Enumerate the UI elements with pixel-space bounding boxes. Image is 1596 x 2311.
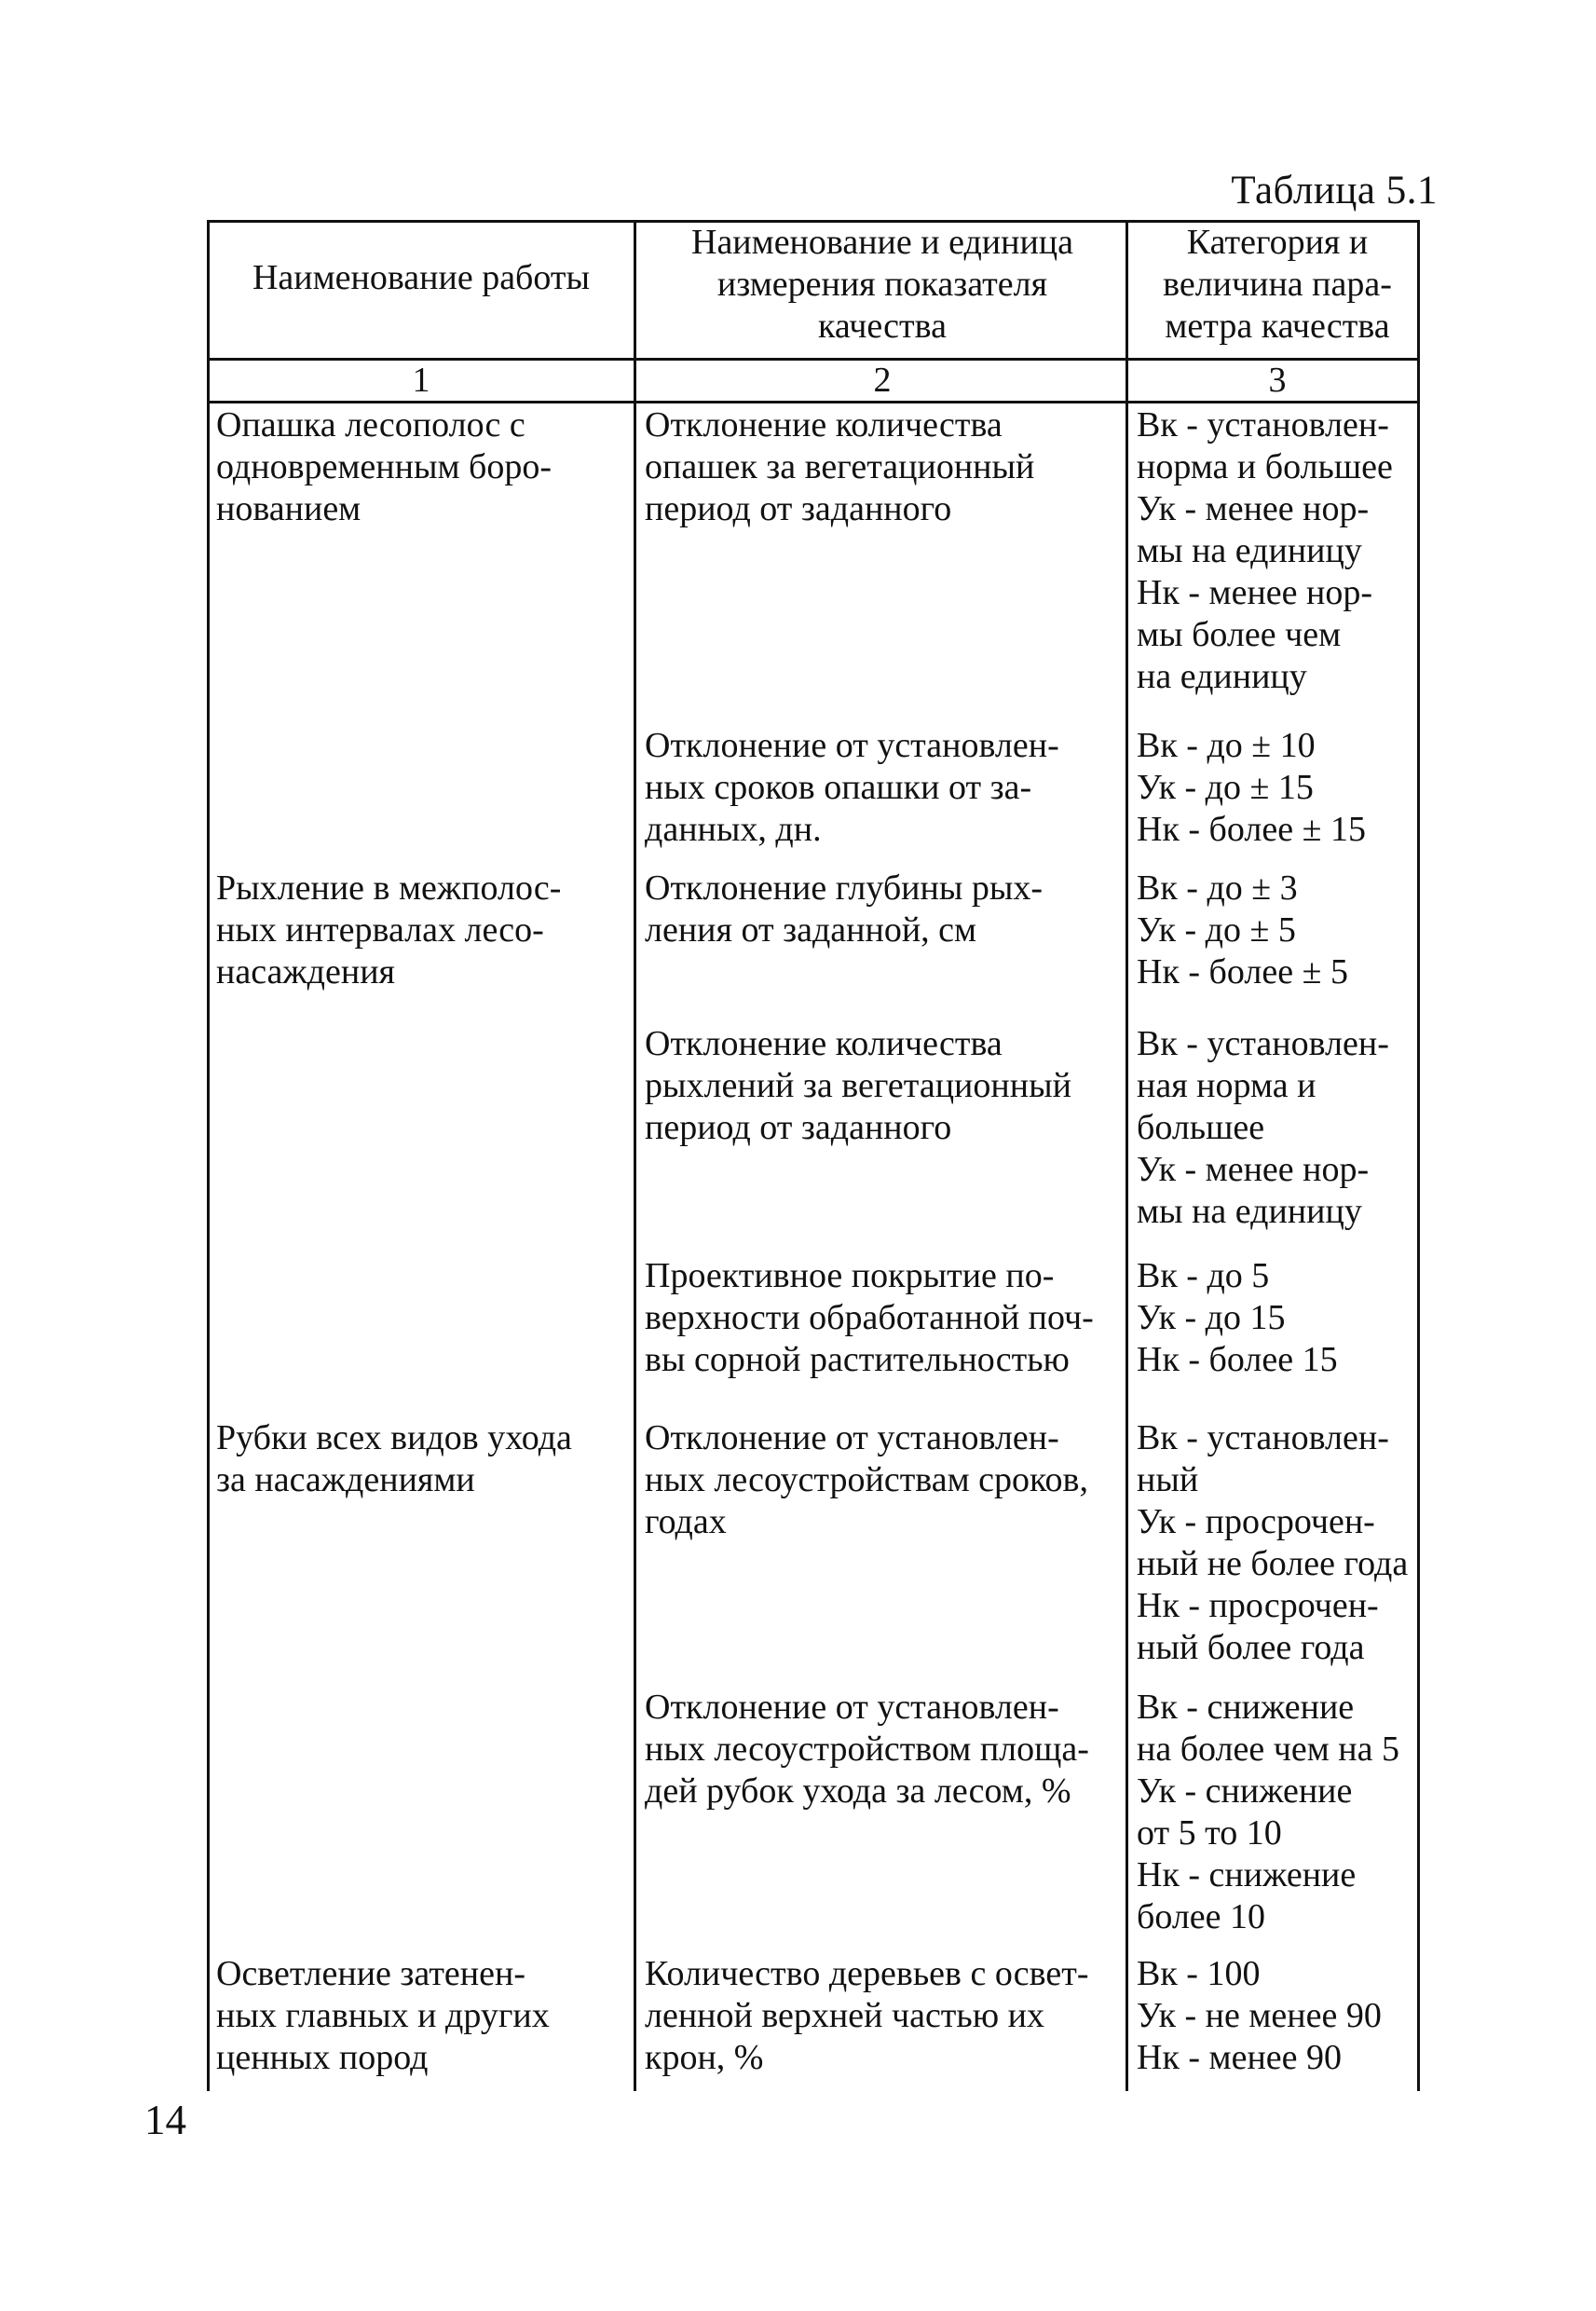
row-8-indicator: Количество деревьев с освет- ленной верхней частью их крон, % xyxy=(645,1954,1089,2077)
header-work-name: Наименование работы xyxy=(252,258,591,297)
column-number-2: 2 xyxy=(873,361,892,400)
row-3-indicator: Отклонение глубины рых- ления от заданной, см xyxy=(645,868,1044,950)
header-category: Категория и величина пара- метра качества xyxy=(1163,223,1392,346)
left-border xyxy=(207,220,210,2091)
row-8-category: Вк - 100 Ук - не менее 90 Нк - менее 90 xyxy=(1137,1954,1382,2077)
row-7-indicator: Отклонение от установлен- ных лесоустройством площа- дей рубок ухода за лесом, % xyxy=(645,1688,1089,1811)
row-1-category: Вк - установлен- норма и большее Ук - менее нор- мы на единицу Нк - менее нор- мы более чем на единицу xyxy=(1137,405,1393,696)
row-1-work: Опашка лесополос с одновременным боро- нованием xyxy=(216,405,552,528)
quality-parameters-table xyxy=(207,220,1420,2091)
row-2-category: Вк - до ± 10 Ук - до ± 15 Нк - более ± 15 xyxy=(1137,726,1366,849)
row-4-category: Вк - установлен- ная норма и большее Ук - менее нор- мы на единицу xyxy=(1137,1024,1389,1231)
row-3-work: Рыхление в межполос- ных интервалах лесо- насаждения xyxy=(216,868,562,991)
row-8-work: Осветление затенен- ных главных и других ценных пород xyxy=(216,1954,550,2077)
row-4-indicator: Отклонение количества рыхлений за вегетационный период от заданного xyxy=(645,1024,1071,1147)
column-number-1: 1 xyxy=(412,361,430,400)
row-5-indicator: Проективное покрытие по- верхности обработанной поч- вы сорной растительностью xyxy=(645,1256,1094,1379)
row-6-work: Рубки всех видов ухода за насаждениями xyxy=(216,1418,572,1499)
row-6-indicator: Отклонение от установлен- ных лесоустройствам сроков, годах xyxy=(645,1418,1089,1541)
row-6-category: Вк - установлен- ный Ук - просрочен- ный не более года Нк - просрочен- ный более года xyxy=(1137,1418,1409,1667)
row-3-category: Вк - до ± 3 Ук - до ± 5 Нк - более ± 5 xyxy=(1137,868,1348,991)
table-caption: Таблица 5.1 xyxy=(1231,169,1438,212)
column-number-3: 3 xyxy=(1268,361,1287,400)
column-divider-2 xyxy=(1125,220,1128,2091)
header-indicator: Наименование и единица измерения показателя качества xyxy=(691,223,1073,346)
row-1-indicator: Отклонение количества опашек за вегетационный период от заданного xyxy=(645,405,1035,528)
row-5-category: Вк - до 5 Ук - до 15 Нк - более 15 xyxy=(1137,1256,1338,1379)
page-number: 14 xyxy=(144,2097,186,2143)
row-7-category: Вк - снижение на более чем на 5 Ук - снижение от 5 то 10 Нк - снижение более 10 xyxy=(1137,1688,1399,1936)
column-divider-1 xyxy=(634,220,636,2091)
row-2-indicator: Отклонение от установлен- ных сроков опашки от за- данных, дн. xyxy=(645,726,1059,849)
